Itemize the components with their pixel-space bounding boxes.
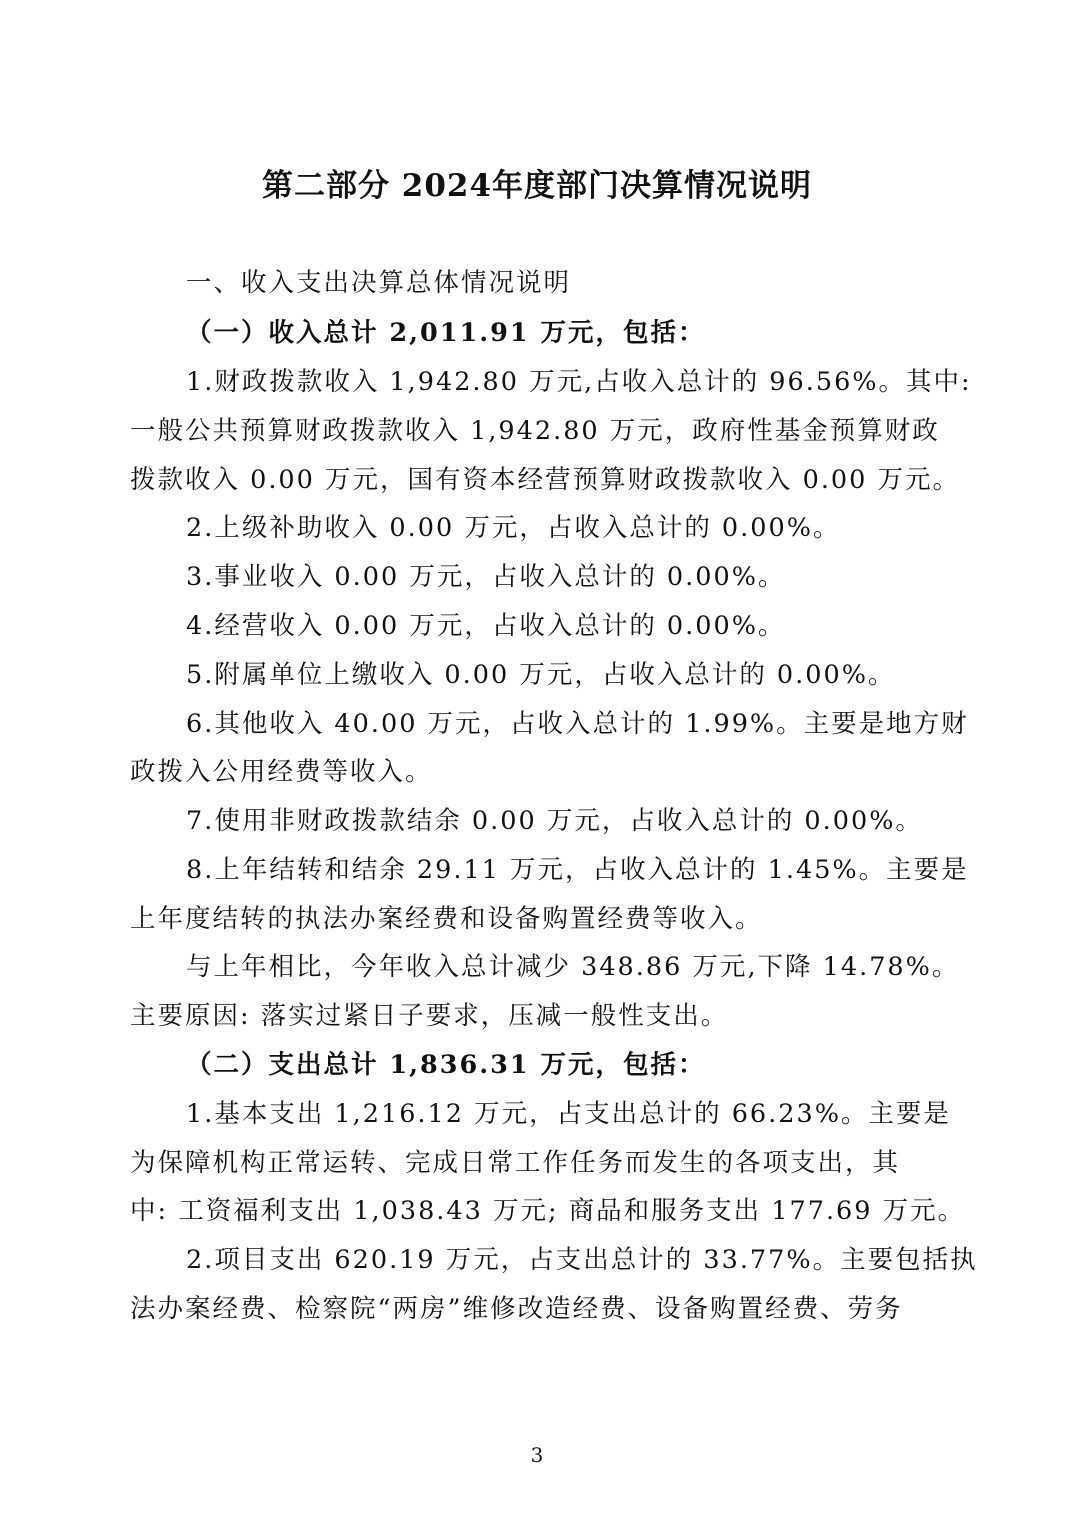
paragraph-line: 2.项目支出 620.19 万元，占支出总计的 33.77%。主要包括执 xyxy=(186,1245,978,1275)
paragraph-line: 法办案经费、检察院“两房”维修改造经费、设备购置经费、劳务 xyxy=(130,1294,903,1324)
section-heading: 一、收入支出决算总体情况说明 xyxy=(186,268,572,298)
paragraph-line: 7.使用非财政拨款结余 0.00 万元，占收入总计的 0.00%。 xyxy=(186,806,923,836)
paragraph-line: 5.附属单位上缴收入 0.00 万元，占收入总计的 0.00%。 xyxy=(186,660,896,690)
paragraph-line: 政拨入公用经费等收入。 xyxy=(130,757,433,787)
page-title: 第二部分 2024年度部门决算情况说明 xyxy=(261,168,813,204)
subsection-heading-expenditure: （二）支出总计 1,836.31 万元，包括： xyxy=(186,1050,706,1080)
paragraph-line: 6.其他收入 40.00 万元，占收入总计的 1.99%。主要是地方财 xyxy=(186,709,969,739)
paragraph-line: 1.财政拨款收入 1,942.80 万元,占收入总计的 96.56%。其中: xyxy=(186,367,972,397)
paragraph-line: 与上年相比，今年收入总计减少 348.86 万元,下降 14.78%。 xyxy=(186,952,960,982)
paragraph-line: 中: 工资福利支出 1,038.43 万元; 商品和服务支出 177.69 万元。 xyxy=(130,1196,966,1226)
paragraph-line: 一般公共预算财政拨款收入 1,942.80 万元，政府性基金预算财政 xyxy=(130,416,940,446)
paragraph-line: 4.经营收入 0.00 万元，占收入总计的 0.00%。 xyxy=(186,611,786,641)
paragraph-line: 上年度结转的执法办案经费和设备购置经费等收入。 xyxy=(130,904,763,934)
subsection-heading-income: （一）收入总计 2,011.91 万元，包括： xyxy=(186,318,706,348)
page-number: 3 xyxy=(530,1443,544,1467)
paragraph-line: 1.基本支出 1,216.12 万元，占支出总计的 66.23%。主要是 xyxy=(186,1099,951,1129)
paragraph-line: 为保障机构正常运转、完成日常工作任务而发生的各项支出，其 xyxy=(130,1148,901,1178)
paragraph-line: 3.事业收入 0.00 万元，占收入总计的 0.00%。 xyxy=(186,562,786,592)
paragraph-line: 主要原因: 落实过紧日子要求，压减一般性支出。 xyxy=(130,1001,729,1031)
paragraph-line: 2.上级补助收入 0.00 万元，占收入总计的 0.00%。 xyxy=(186,513,841,543)
paragraph-line: 8.上年结转和结余 29.11 万元，占收入总计的 1.45%。主要是 xyxy=(186,855,969,885)
paragraph-line: 拨款收入 0.00 万元，国有资本经营预算财政拨款收入 0.00 万元。 xyxy=(130,465,960,495)
